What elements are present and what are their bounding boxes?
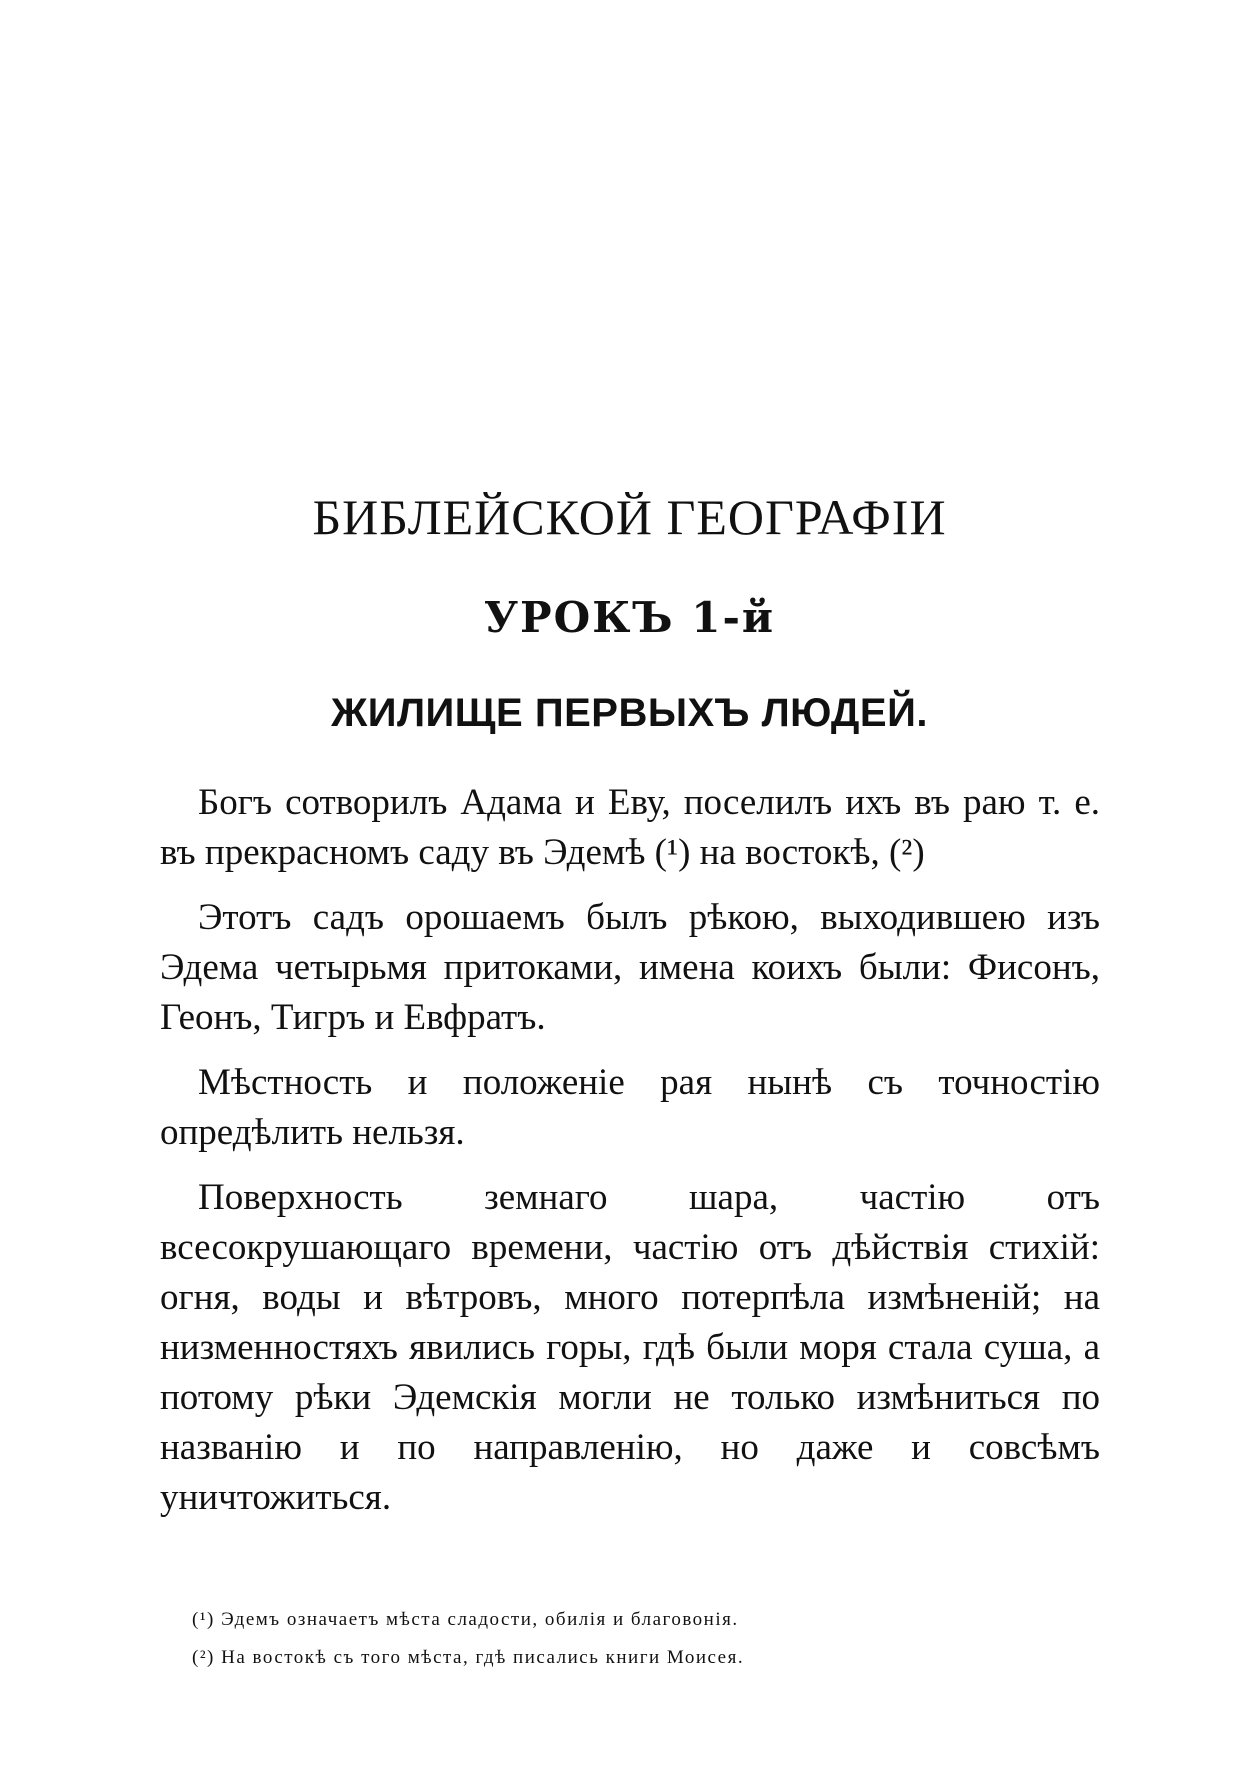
paragraph-3: Мѣстность и положеніе рая нынѣ съ точностію опредѣлить нельзя. [160, 1062, 1100, 1153]
section-title: ЖИЛИЩЕ ПЕРВЫХЪ ЛЮДЕЙ. [331, 691, 928, 735]
footnotes [192, 1601, 1092, 1677]
paragraph-2: Этотъ садъ орошаемъ былъ рѣкою, выходившею изъ Эдема четырьмя притоками, имена коихъ были: Фисонъ, Геонъ, Тигръ и Евфратъ. [160, 897, 1100, 1038]
chapter-title: БИБЛЕЙСКОЙ ГЕОГРАФІИ [312, 489, 947, 545]
lesson-title: УРОКЪ 1-й [483, 593, 776, 642]
footnote-1: (¹) Эдемъ означаетъ мѣста сладости, обилія и благовонія. [192, 1609, 739, 1630]
footnote-2: (²) На востокѣ съ того мѣста, гдѣ писались книги Моисея. [192, 1647, 745, 1668]
paragraph-1: Богъ сотворилъ Адама и Еву, поселилъ ихъ въ раю т. е. въ прекрасномъ саду въ Эдемѣ (¹) на востокѣ, (²) [160, 782, 1100, 873]
paragraph-4: Поверхность земнаго шара, частію отъ всесокрушающаго времени, частію отъ дѣйствія стихій: огня, воды и вѣтровъ, много потерпѣла измѣненій; на низменностяхъ явились горы, гдѣ были моря стала суша, а потому рѣки Эдемскія могли не только измѣниться по названію и по направленію, но даже и совсѣмъ уничтожиться. [160, 1177, 1100, 1518]
body-text [160, 778, 1100, 1538]
